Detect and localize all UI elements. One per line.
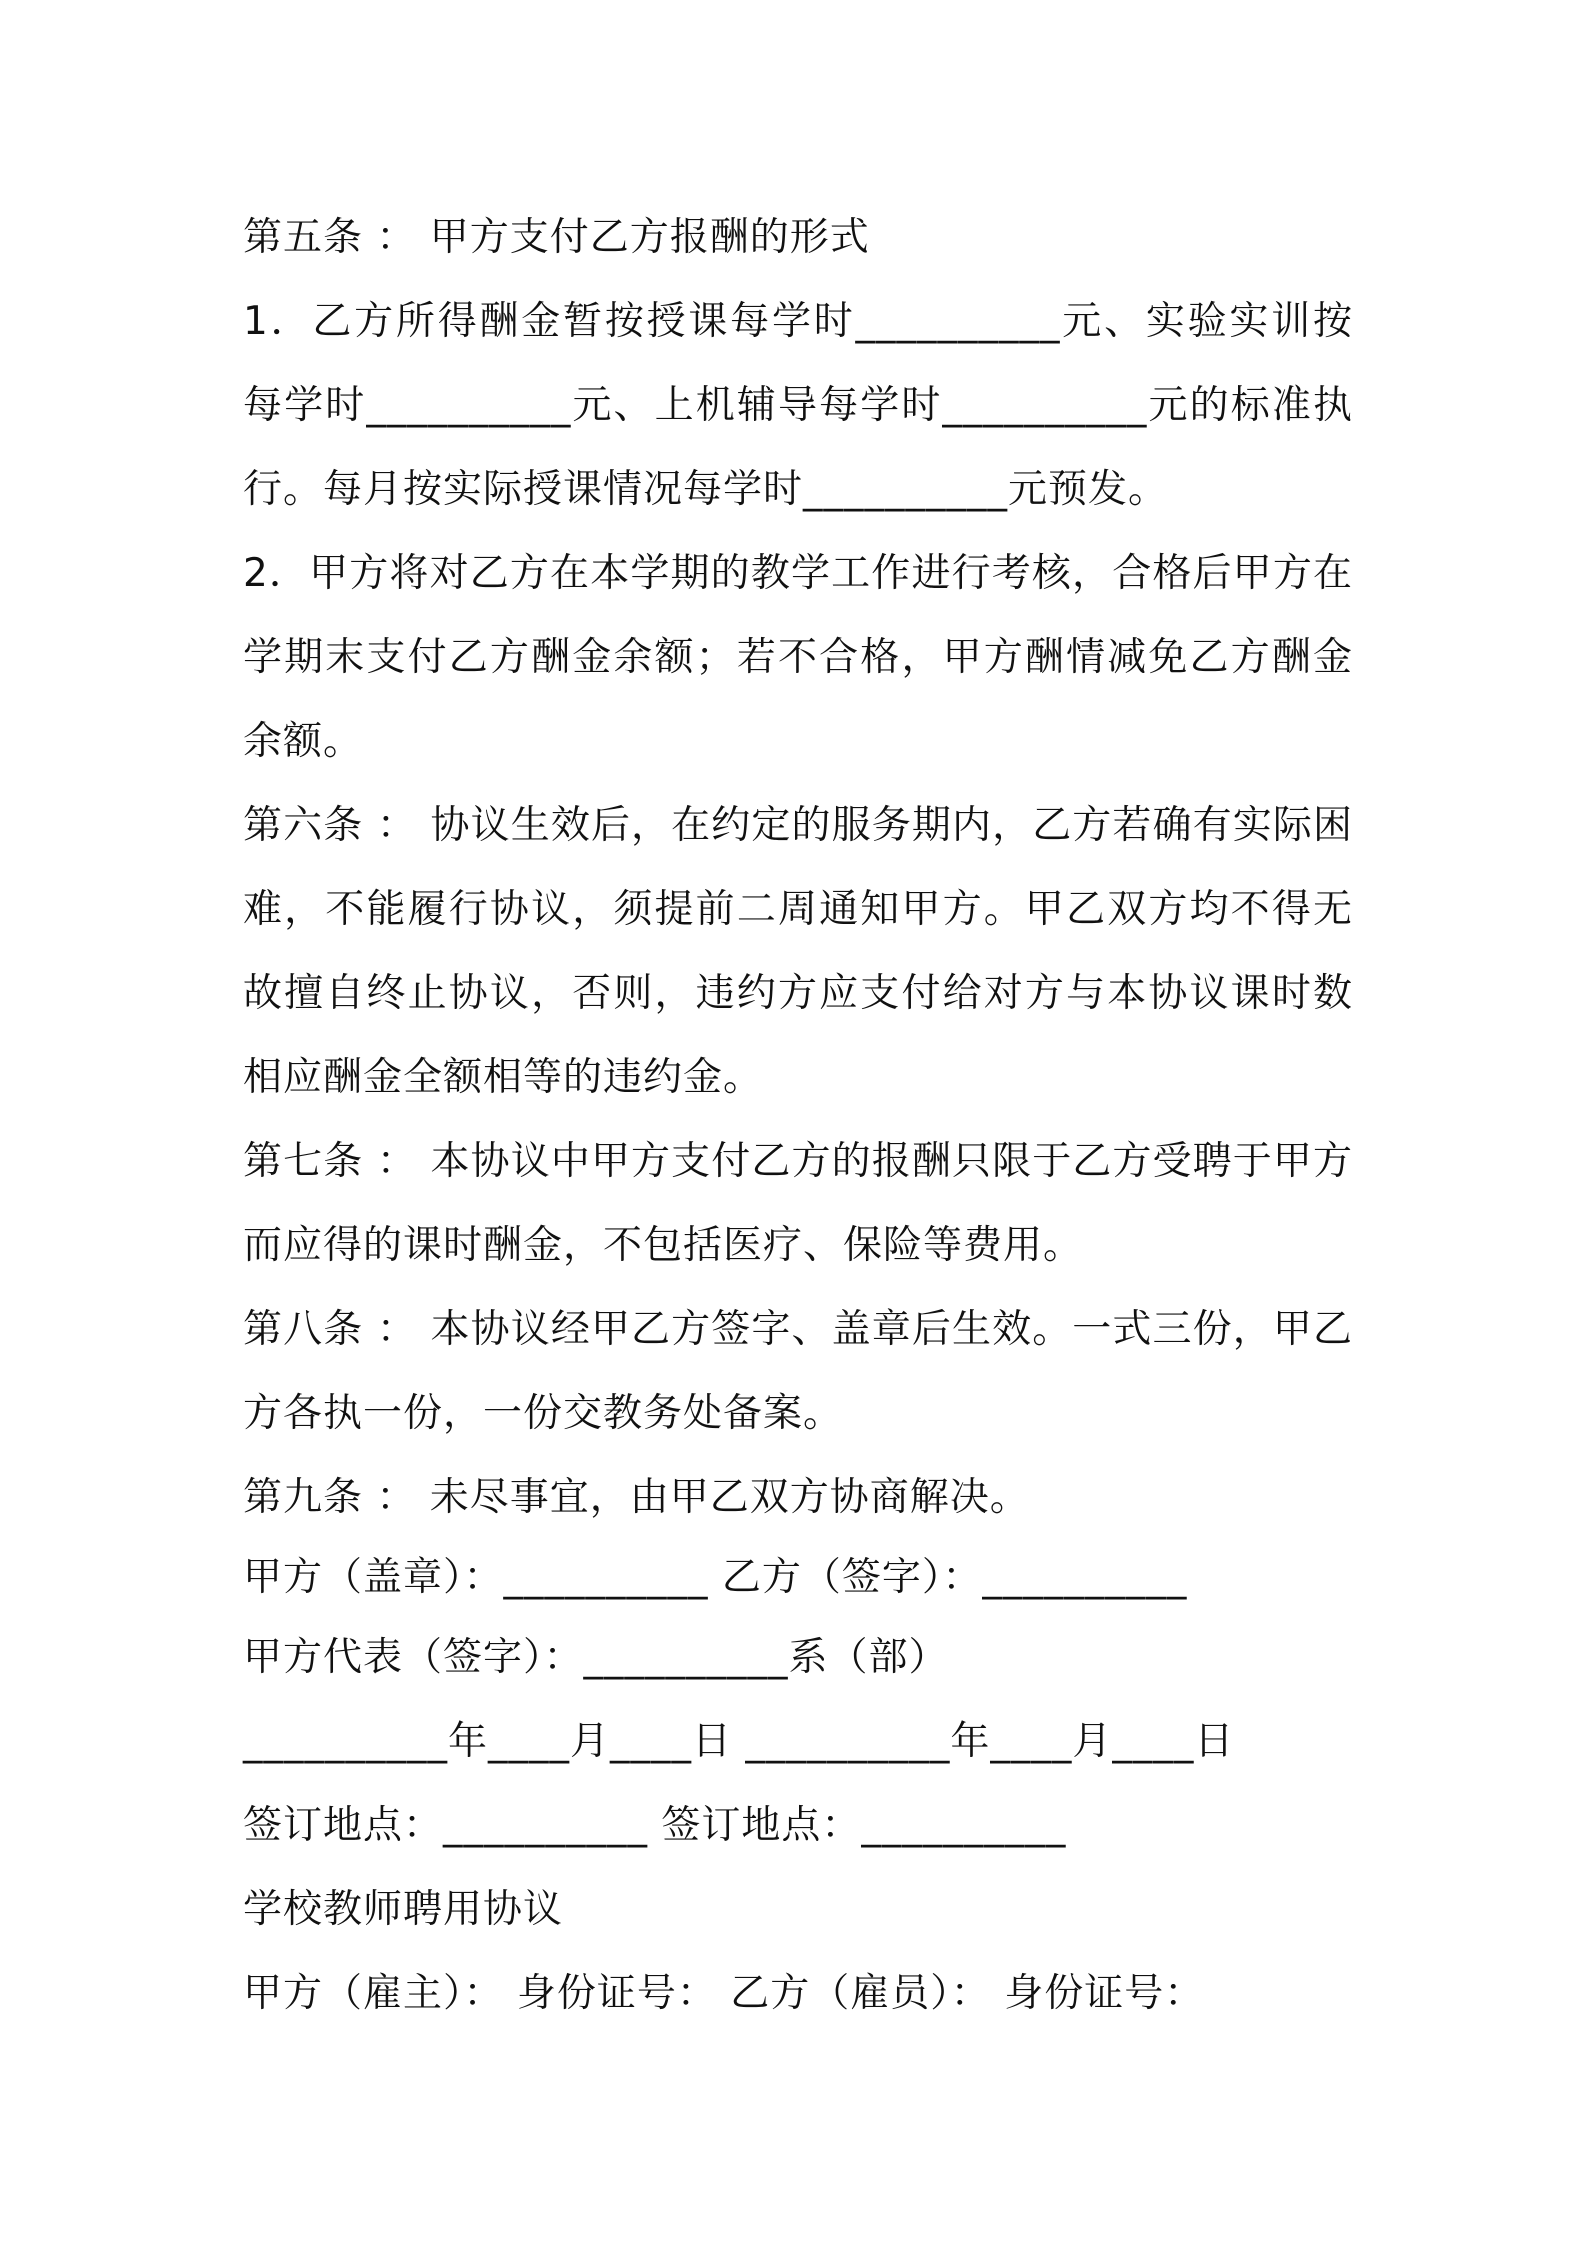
article-5-item-2: 2．甲方将对乙方在本学期的教学工作进行考核，合格后甲方在学期末支付乙方酬金余额；若不合格，甲方酬情减免乙方酬金余额。 bbox=[243, 551, 1353, 764]
signature-dates-line: __________年____月____日 __________年____月____日 bbox=[243, 1719, 1235, 1764]
next-document-title: 学校教师聘用协议 bbox=[243, 1887, 564, 1932]
signature-parties-line: 甲方（盖章）：__________ 乙方（签字）：__________ bbox=[243, 1555, 1188, 1600]
article-8: 第八条 ： 本协议经甲乙方签字、盖章后生效。一式三份，甲乙方各执一份，一份交教务处备案。 bbox=[243, 1307, 1353, 1436]
article-6: 第六条 ： 协议生效后，在约定的服务期内，乙方若确有实际困难，不能履行协议，须提前二周通知甲方。甲乙双方均不得无故擅自终止协议，否则，违约方应支付给对方与本协议课时数相应酬金全额相等的违约金。 bbox=[243, 803, 1353, 1100]
signature-representative-line: 甲方代表（签字）：__________系（部） bbox=[243, 1635, 949, 1680]
article-5-item-1: 1．乙方所得酬金暂按授课每学时__________元、实验实训按每学时__________元、上机辅导每学时__________元的标准执行。每月按实际授课情况每学时__________元预发。 bbox=[243, 299, 1353, 512]
next-document-parties: 甲方（雇主）： 身份证号： 乙方（雇员）： 身份证号： bbox=[243, 1971, 1205, 2016]
signature-places-line: 签订地点：__________ 签订地点：__________ bbox=[243, 1803, 1067, 1848]
article-9: 第九条 ： 未尽事宜，由甲乙双方协商解决。 bbox=[243, 1475, 1030, 1520]
document-body bbox=[243, 196, 1353, 2036]
article-7: 第七条 ： 本协议中甲方支付乙方的报酬只限于乙方受聘于甲方而应得的课时酬金，不包括医疗、保险等费用。 bbox=[243, 1139, 1353, 1268]
article-5-heading: 第五条 ： 甲方支付乙方报酬的形式 bbox=[243, 215, 870, 260]
